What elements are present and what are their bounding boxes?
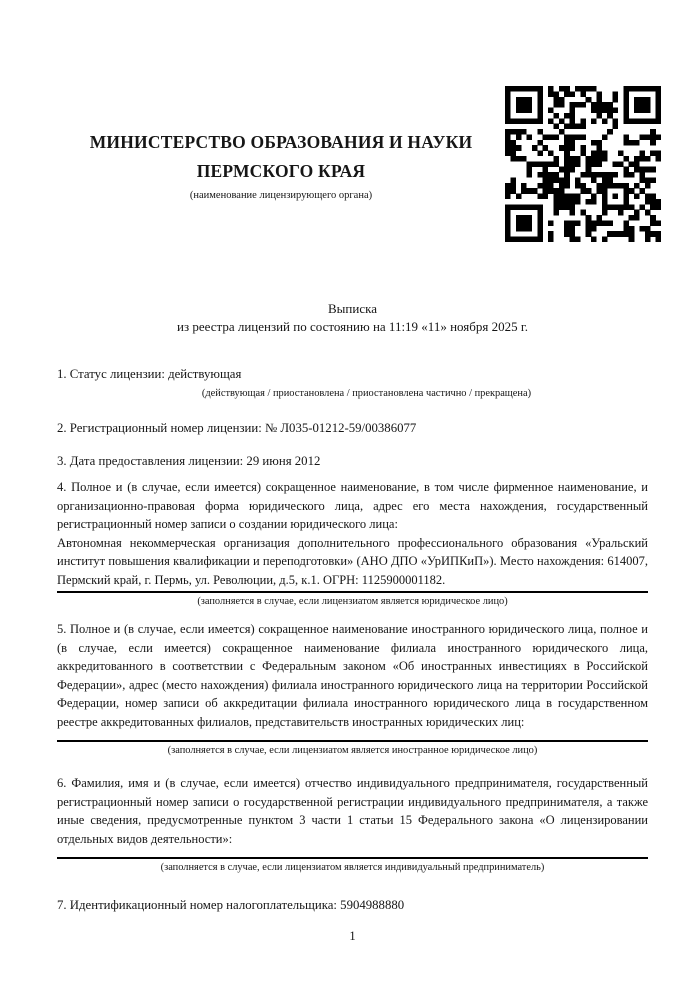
license-status-line: 1. Статус лицензии: действующая [57, 367, 242, 381]
legal-entity-section [57, 478, 648, 608]
authority-name-line2: ПЕРМСКОГО КРАЯ [196, 161, 366, 181]
entrepreneur-section [57, 774, 648, 874]
authority-name-line1: МИНИСТЕРСТВО ОБРАЗОВАНИЯ И НАУКИ [89, 132, 473, 152]
qr-code-image [505, 86, 661, 242]
qr-code [505, 86, 661, 242]
authority-caption: (наименование лицензирующего органа) [189, 190, 373, 201]
entrepreneur-footnote: (заполняется в случае, если лицензиатом является индивидуальный предприниматель) [160, 862, 545, 873]
registration-number-line: 2. Регистрационный номер лицензии: № Л035-01212-59/00386077 [57, 421, 417, 435]
taxpayer-number-line: 7. Идентификационный номер налогоплательщика: 5904988880 [57, 898, 405, 912]
sections-block [57, 478, 648, 945]
status-options-caption: (действующая / приостановлена / приостановлена частично / прекращена) [201, 388, 532, 399]
separator-line [57, 740, 648, 742]
page-number: 1 [349, 928, 356, 943]
legal-entity-footnote: (заполняется в случае, если лицензиатом является юридическое лицо) [197, 596, 508, 607]
authority-header [57, 128, 505, 202]
foreign-entity-section [57, 620, 648, 757]
authority-name [57, 128, 505, 186]
separator-line [57, 857, 648, 859]
license-date-line: 3. Дата предоставления лицензии: 29 июня 2012 [57, 454, 321, 468]
document-title-line2: из реестра лицензий по состоянию на 11:19 «11» ноября 2025 г. [177, 318, 528, 334]
document-title-line1: Выписка [328, 301, 377, 316]
legal-entity-label: 4. Полное и (в случае, если имеется) сокращенное наименование, в том числе фирменное наименование, и организационно-правовая форма юридического лица, адрес его места нахождения, государственный регистрационный номер записи о создании юридического лица: [57, 480, 648, 531]
entrepreneur-label: 6. Фамилия, имя и (в случае, если имеется) отчество индивидуального предпринимателя, государственный регистрационный номер записи о государственной регистрации индивидуального предпринимателя, а также иные сведения, предусмотренные пунктом 3 части 1 статьи 15 Федерального закона «О лицензировании отдельных видов деятельности»: [57, 776, 648, 846]
document-title [57, 300, 648, 335]
foreign-entity-footnote: (заполняется в случае, если лицензиатом является иностранное юридическое лицо) [167, 745, 538, 756]
legal-entity-value: Автономная некоммерческая организация дополнительного профессионального образования «Уральский институт повышения квалификации и переподготовки» (АНО ДПО «УрИПКиП»). Место нахождения: 614007, Пермский край, г. Пермь, ул. Революции, д.5, к.1. ОГРН: 1125900001182. [57, 535, 648, 587]
separator-line [57, 591, 648, 593]
foreign-entity-label: 5. Полное и (в случае, если имеется) сокращенное наименование иностранного юридического лица, полное и (в случае, если имеется) сокращенное наименование филиала иностранного юридического лица, аккредитованного в соответствии с Федеральным законом «Об иностранных инвестициях в Российской Федерации», адрес (место нахождения) филиала иностранного юридического лица на территории Российской Федерации, номер записи об аккредитации филиала иностранного юридического лица в государственном реестре аккредитованных филиалов, представительств иностранных юридических лиц: [57, 622, 648, 729]
